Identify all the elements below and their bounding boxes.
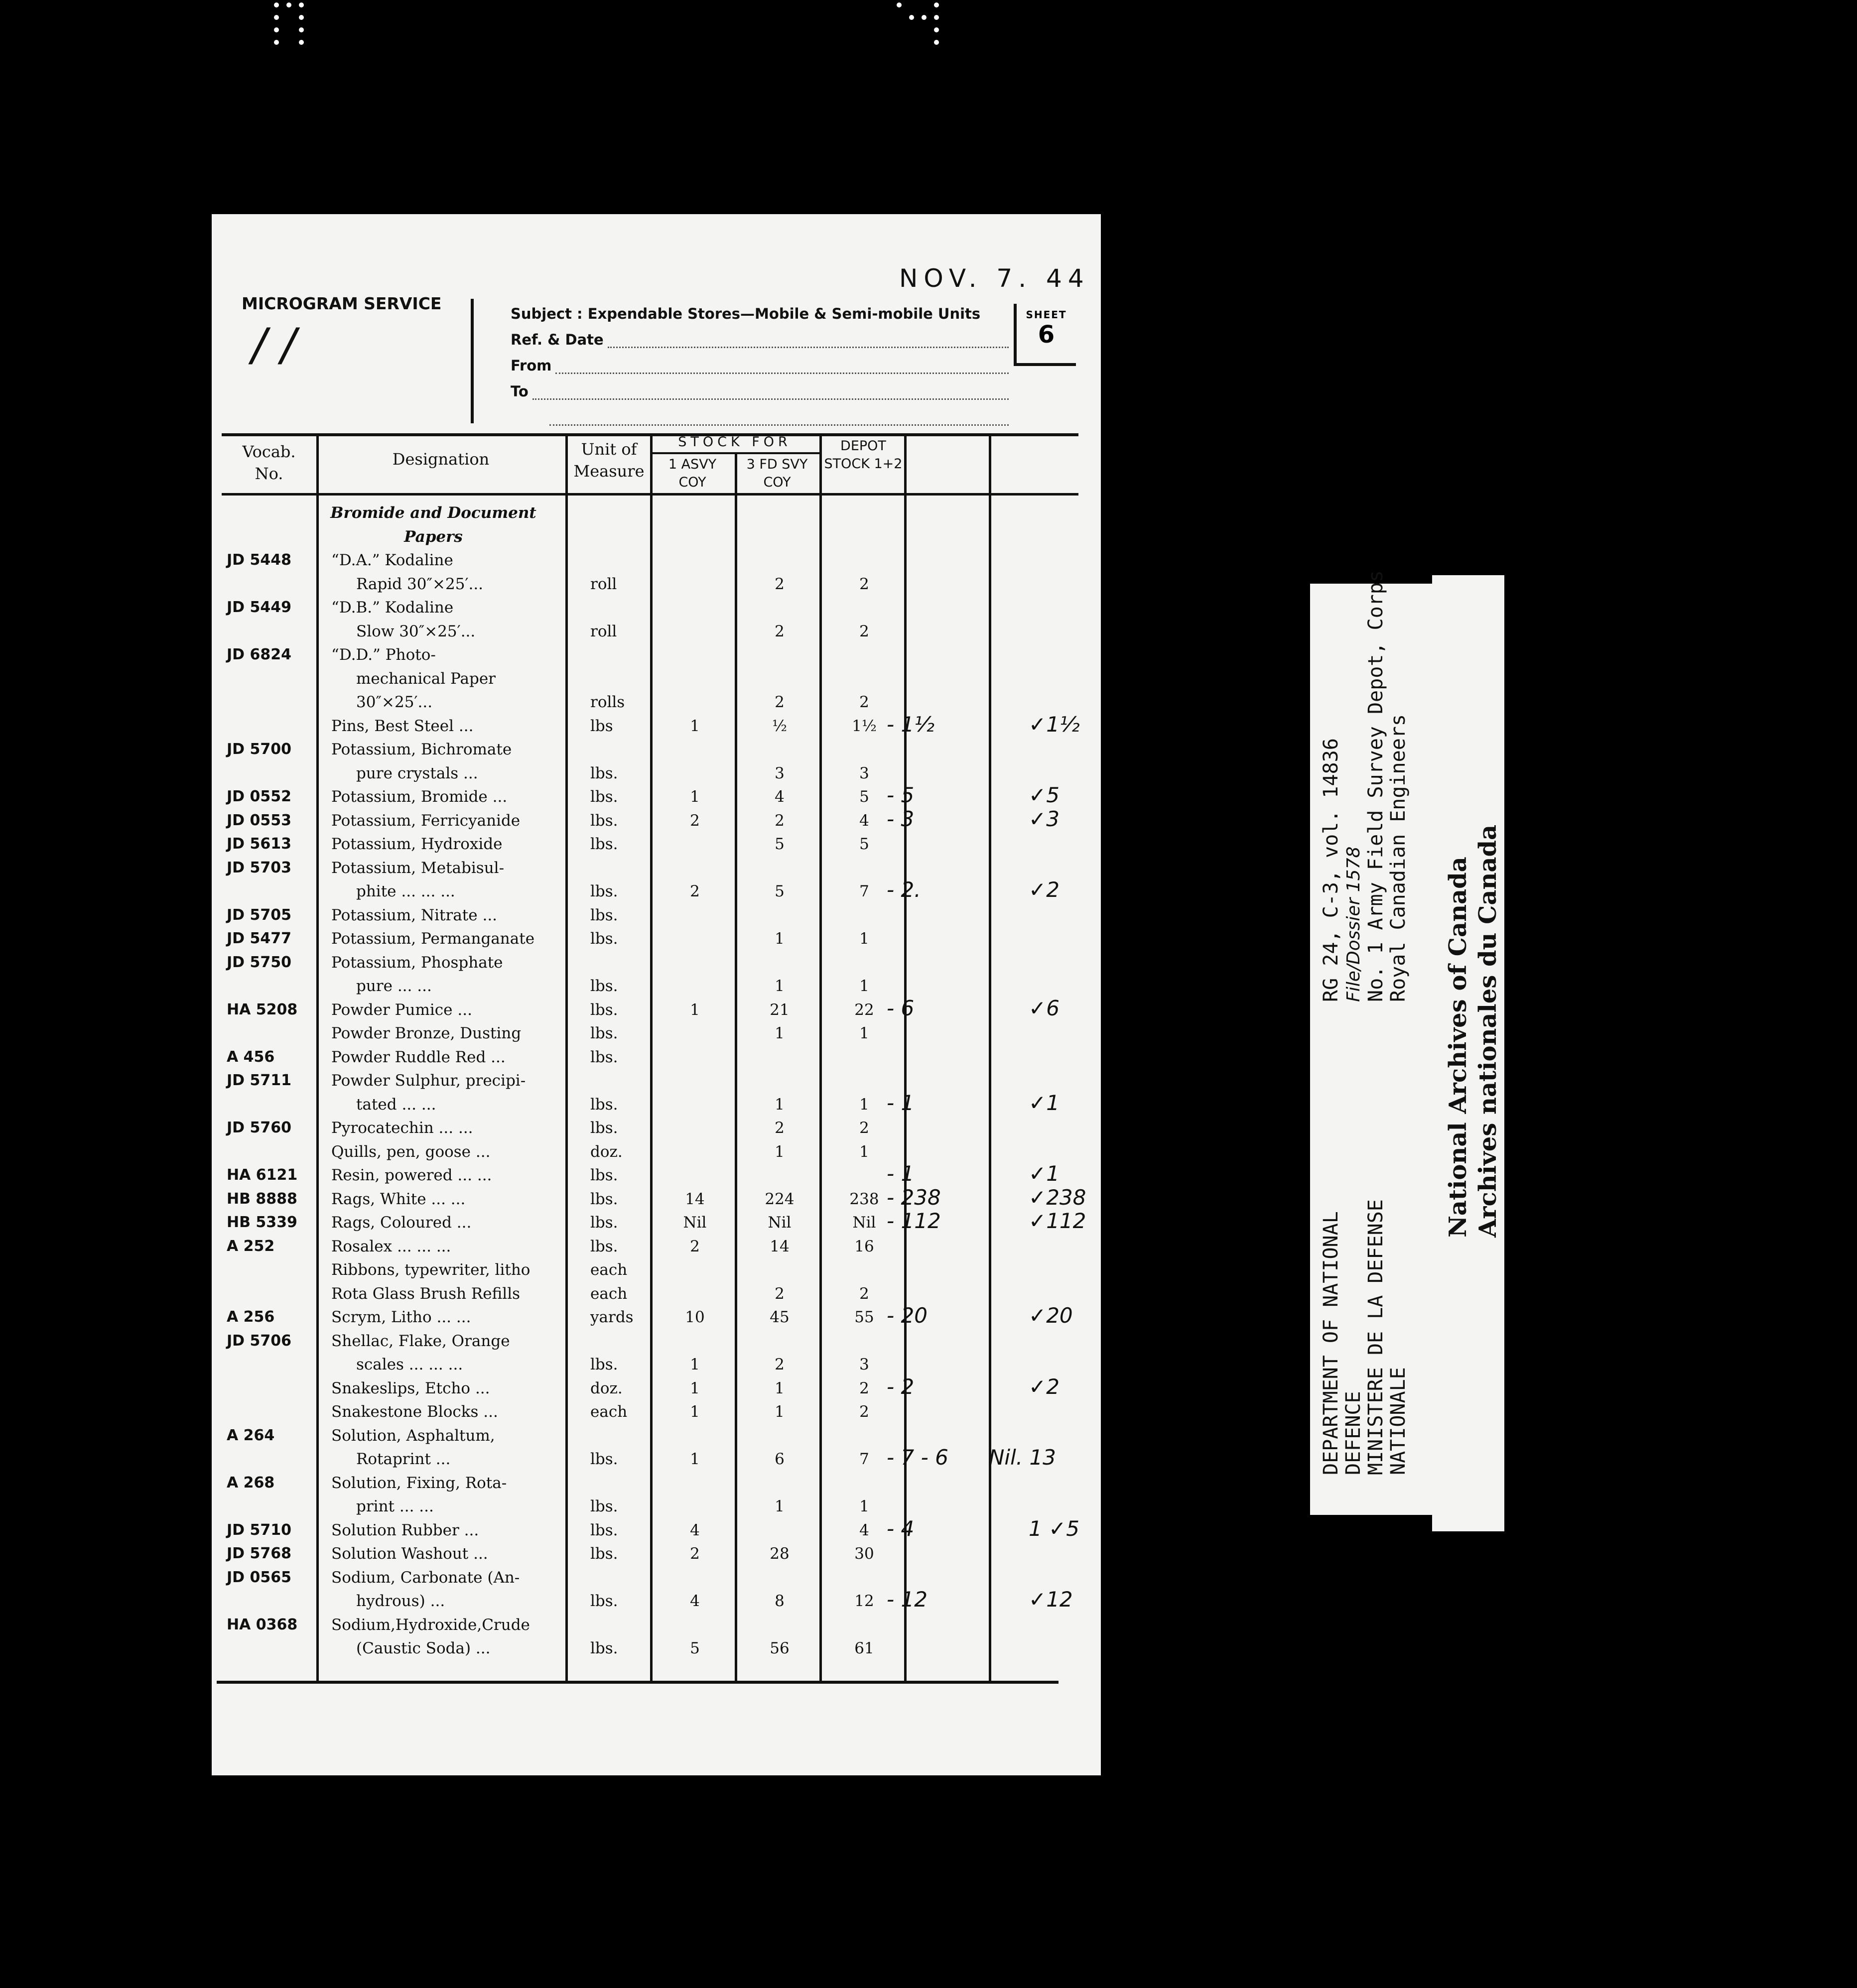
cell-unit: lbs.	[590, 811, 618, 830]
header-vocab: Vocab. No.	[242, 442, 296, 483]
cell-3fdsvy: 224	[765, 1190, 795, 1208]
dept-line-4: NATIONALE	[1387, 1367, 1410, 1475]
cell-vocab: A 456	[227, 1048, 275, 1066]
cell-3fdsvy: 56	[770, 1639, 790, 1657]
cell-vocab: JD 5768	[227, 1545, 292, 1562]
cell-depot: 3	[859, 1356, 869, 1373]
handwritten-adjustment: - 5	[887, 783, 915, 807]
cell-designation: Papers	[404, 527, 463, 546]
cell-designation: Solution, Asphaltum,	[331, 1426, 495, 1445]
cell-1asvy: 1	[690, 1379, 700, 1397]
cell-unit: lbs.	[590, 1048, 618, 1066]
cell-3fdsvy: 5	[775, 882, 785, 900]
dept-line-3: MINISTERE DE LA DEFENSE	[1364, 1199, 1387, 1475]
film-marks-left	[274, 0, 324, 50]
cell-unit: lbs.	[590, 1166, 618, 1184]
cell-3fdsvy: 3	[775, 764, 785, 782]
cell-designation: Snakeslips, Etcho ...	[331, 1379, 490, 1397]
cell-designation: hydrous) ...	[356, 1592, 445, 1610]
cell-depot: 7	[859, 1450, 869, 1468]
dept-line-1: DEPARTMENT OF NATIONAL	[1320, 1211, 1342, 1475]
cell-vocab: A 268	[227, 1474, 275, 1491]
header-fields	[511, 296, 1009, 426]
cell-designation: Solution Rubber ...	[331, 1521, 479, 1539]
cell-3fdsvy: Nil	[768, 1214, 792, 1232]
cell-designation: Shellac, Flake, Orange	[331, 1332, 510, 1350]
handwritten-adjustment: - 238	[887, 1185, 941, 1210]
cell-designation: Rags, White ... ...	[331, 1190, 466, 1208]
subject-label: Subject :	[511, 305, 583, 322]
cell-designation: Potassium, Nitrate ...	[331, 906, 498, 924]
cell-vocab: A 252	[227, 1237, 275, 1255]
handwritten-check: 1 ✓5	[1029, 1516, 1079, 1541]
cell-unit: lbs	[590, 717, 613, 735]
cell-vocab: JD 0565	[227, 1568, 292, 1586]
cell-vocab: HA 5208	[227, 1000, 298, 1018]
cell-unit: lbs.	[590, 1545, 618, 1563]
cell-depot: 1	[859, 930, 869, 948]
cell-designation: Powder Pumice ...	[331, 1000, 472, 1019]
cell-1asvy: 1	[690, 1356, 700, 1373]
cell-unit: lbs.	[590, 835, 618, 853]
cell-designation: Powder Sulphur, precipi-	[331, 1072, 526, 1090]
handwritten-adjustment: - 20	[887, 1303, 928, 1328]
cell-designation: Solution, Fixing, Rota-	[331, 1474, 507, 1492]
cell-designation: phite ... ... ...	[356, 882, 455, 900]
cell-designation: “D.A.” Kodaline	[331, 551, 453, 569]
cell-3fdsvy: 2	[775, 811, 785, 830]
table-bottom-rule	[217, 1681, 1059, 1684]
sheet-number-box	[1014, 304, 1076, 366]
cell-vocab: JD 5613	[227, 835, 292, 853]
cell-3fdsvy: 2	[775, 622, 785, 640]
cell-vocab: JD 5710	[227, 1521, 292, 1539]
cell-3fdsvy: 1	[775, 1403, 785, 1421]
handwritten-check: ✓1	[1029, 1161, 1060, 1186]
cell-designation: Rapid 30″×25′...	[356, 575, 484, 593]
cell-depot: 2	[859, 1379, 869, 1397]
cell-designation: Pyrocatechin ... ...	[331, 1119, 473, 1137]
cell-designation: Rags, Coloured ...	[331, 1214, 472, 1232]
ref-line-2: File/Dossier 1578	[1343, 846, 1364, 1002]
header-unit: Unit of Measure	[573, 440, 645, 481]
cell-unit: each	[590, 1403, 628, 1421]
handwritten-adjustment: - 7 - 6	[887, 1445, 948, 1470]
archive-names	[1443, 825, 1503, 1238]
cell-depot: 30	[854, 1545, 874, 1563]
cell-designation: Ribbons, typewriter, litho	[331, 1261, 531, 1279]
cell-3fdsvy: 2	[775, 1356, 785, 1373]
cell-1asvy: 4	[690, 1592, 700, 1610]
cell-unit: lbs.	[590, 1214, 618, 1232]
cell-designation: Slow 30″×25′...	[356, 622, 476, 640]
cell-designation: “D.B.” Kodaline	[331, 599, 454, 617]
cell-3fdsvy: 1	[775, 930, 785, 948]
cell-3fdsvy: 2	[775, 1284, 785, 1303]
cell-1asvy: 14	[685, 1190, 705, 1208]
cell-depot: 1	[859, 1142, 869, 1161]
cell-unit: lbs.	[590, 1521, 618, 1539]
handwritten-adjustment: - 6	[887, 995, 915, 1020]
cell-designation: Potassium, Phosphate	[331, 953, 503, 972]
cell-3fdsvy: 28	[770, 1545, 790, 1563]
date-stamp: NOV. 7. 44	[899, 264, 1090, 293]
col-sep-4	[735, 452, 737, 1681]
ref-label: Ref. & Date	[511, 331, 604, 348]
cell-depot: 22	[854, 1000, 874, 1019]
handwritten-adjustment: - 1½	[887, 712, 934, 737]
handwritten-check: ✓12	[1029, 1587, 1073, 1612]
archive-name-fr: Archives nationales du Canada	[1474, 824, 1502, 1238]
handwritten-check: ✓1	[1029, 1090, 1060, 1115]
cell-depot: 2	[859, 1119, 869, 1137]
cell-unit: roll	[590, 575, 617, 593]
cell-unit: lbs.	[590, 1000, 618, 1019]
handwritten-check: ✓3	[1029, 806, 1060, 831]
cell-unit: each	[590, 1284, 628, 1303]
handwritten-adjustment: - 112	[887, 1209, 941, 1233]
cell-vocab: JD 5705	[227, 906, 292, 924]
archive-reference	[1320, 570, 1410, 1002]
cell-designation: mechanical Paper	[356, 669, 496, 688]
handwritten-check: ✓5	[1029, 783, 1060, 807]
cell-depot: 61	[854, 1639, 874, 1657]
cell-depot: 2	[859, 575, 869, 593]
cell-vocab: HB 5339	[227, 1214, 297, 1231]
cell-1asvy: 2	[690, 811, 700, 830]
cell-3fdsvy: 21	[770, 1000, 790, 1019]
cell-1asvy: 1	[690, 717, 700, 735]
cell-vocab: HB 8888	[227, 1190, 297, 1208]
header-col1: 1 ASVY COY	[668, 457, 717, 490]
header-divider	[471, 299, 474, 423]
to-row	[511, 374, 1009, 400]
cell-designation: Sodium,Hydroxide,Crude	[331, 1615, 530, 1634]
cell-unit: lbs.	[590, 906, 618, 924]
cell-unit: lbs.	[590, 882, 618, 900]
cell-vocab: JD 5700	[227, 741, 292, 758]
cell-3fdsvy: 1	[775, 1379, 785, 1397]
ref-row	[511, 322, 1009, 348]
header-stock-for: STOCK FOR	[678, 434, 792, 450]
cell-depot: 3	[859, 764, 869, 782]
cell-unit: lbs.	[590, 1639, 618, 1657]
handwritten-check: ✓238	[1029, 1185, 1086, 1210]
cell-1asvy: 4	[690, 1521, 700, 1539]
cell-1asvy: 2	[690, 1545, 700, 1563]
col-sep-6	[904, 433, 907, 1681]
cell-designation: “D.D.” Photo-	[331, 646, 436, 664]
cell-depot: 2	[859, 1284, 869, 1303]
cell-designation: Potassium, Hydroxide	[331, 835, 503, 853]
cell-3fdsvy: 1	[775, 1024, 785, 1042]
cell-designation: Potassium, Ferricyanide	[331, 811, 521, 830]
cell-designation: Rota Glass Brush Refills	[331, 1284, 521, 1303]
cell-3fdsvy: 1	[775, 977, 785, 995]
cell-depot: 2	[859, 1403, 869, 1421]
cell-3fdsvy: 45	[770, 1308, 790, 1326]
cell-3fdsvy: 6	[775, 1450, 785, 1468]
col-sep-1	[316, 433, 319, 1681]
cell-designation: Potassium, Permanganate	[331, 930, 535, 948]
dept-line-2: DEFENCE	[1342, 1391, 1365, 1475]
handwritten-check: ✓6	[1029, 995, 1060, 1020]
cell-depot: 2	[859, 622, 869, 640]
cell-designation: Rotaprint ...	[356, 1450, 451, 1468]
handwritten-adjustment: - 4	[887, 1516, 915, 1541]
cell-depot: Nil	[852, 1214, 876, 1232]
sheet-label: SHEET	[1026, 309, 1067, 321]
cell-depot: 1	[859, 1497, 869, 1515]
handwritten-adjustment: - 12	[887, 1587, 928, 1612]
cell-depot: 5	[859, 835, 869, 853]
cell-designation: Potassium, Bromide ...	[331, 788, 508, 806]
cell-vocab: JD 5711	[227, 1072, 292, 1089]
cell-depot: 1	[859, 977, 869, 995]
cell-1asvy: 10	[685, 1308, 705, 1326]
cell-3fdsvy: 14	[770, 1237, 790, 1255]
cell-unit: lbs.	[590, 1024, 618, 1042]
cell-unit: lbs.	[590, 1450, 618, 1468]
to-label: To	[511, 383, 529, 400]
cell-depot: 2	[859, 693, 869, 711]
cell-designation: Powder Ruddle Red ...	[331, 1048, 506, 1066]
cell-vocab: HA 6121	[227, 1166, 298, 1184]
header-designation: Designation	[392, 450, 490, 469]
cell-depot: 238	[849, 1190, 879, 1208]
ref-line-1: RG 24, C-3, vol. 14836	[1320, 738, 1342, 1002]
cell-depot: 1	[859, 1095, 869, 1114]
handwritten-adjustment: - 2.	[887, 877, 921, 902]
cell-depot: 1	[859, 1024, 869, 1042]
handwritten-adjustment: - 1	[887, 1161, 915, 1186]
cell-3fdsvy: 1	[775, 1497, 785, 1515]
sheet-number: 6	[1038, 321, 1055, 349]
header-depot: DEPOT STOCK 1+2	[824, 438, 903, 472]
cell-vocab: JD 5760	[227, 1119, 292, 1136]
cell-designation: 30″×25′...	[356, 693, 433, 711]
cell-unit: lbs.	[590, 1190, 618, 1208]
cell-vocab: HA 0368	[227, 1615, 298, 1633]
cell-unit: lbs.	[590, 1237, 618, 1255]
cell-designation: scales ... ... ...	[356, 1356, 463, 1373]
cell-depot: 4	[859, 1521, 869, 1539]
cell-vocab: JD 5750	[227, 953, 292, 971]
cell-designation: pure ... ...	[356, 977, 432, 995]
cell-designation: Scrym, Litho ... ...	[331, 1308, 471, 1326]
cell-depot: 16	[854, 1237, 874, 1255]
cell-depot: 55	[854, 1308, 874, 1326]
cell-designation: Solution Washout ...	[331, 1545, 488, 1563]
col-sep-3	[650, 433, 653, 1681]
cell-vocab: JD 5448	[227, 551, 292, 569]
blank-row	[511, 400, 1009, 426]
handwritten-check: ✓112	[1029, 1209, 1086, 1233]
cell-1asvy: 1	[690, 1000, 700, 1019]
cell-designation: Powder Bronze, Dusting	[331, 1024, 522, 1042]
subject-value: Expendable Stores—Mobile & Semi-mobile Units	[587, 305, 981, 322]
cell-designation: Potassium, Metabisul-	[331, 859, 505, 877]
cell-1asvy: 1	[690, 1450, 700, 1468]
cell-designation: Sodium, Carbonate (An-	[331, 1568, 520, 1587]
cell-1asvy: 1	[690, 1403, 700, 1421]
cell-1asvy: Nil	[683, 1214, 707, 1232]
cell-unit: yards	[590, 1308, 634, 1326]
cell-unit: lbs.	[590, 977, 618, 995]
document-sheet	[212, 214, 1101, 1775]
cell-depot: 4	[859, 811, 869, 830]
cell-unit: lbs.	[590, 1497, 618, 1515]
cell-unit: doz.	[590, 1379, 623, 1397]
cell-unit: lbs.	[590, 930, 618, 948]
cell-vocab: JD 5706	[227, 1332, 292, 1350]
cell-3fdsvy: 2	[775, 1119, 785, 1137]
ref-line-4: Royal Canadian Engineers	[1387, 714, 1410, 1002]
cell-unit: lbs.	[590, 1592, 618, 1610]
cell-unit: lbs.	[590, 1095, 618, 1114]
cell-unit: rolls	[590, 693, 625, 711]
cell-designation: Potassium, Bichromate	[331, 741, 512, 758]
cell-vocab: JD 0552	[227, 788, 292, 805]
cell-3fdsvy: 5	[775, 835, 785, 853]
film-marks-right	[897, 0, 946, 50]
cell-vocab: A 264	[227, 1426, 275, 1444]
cell-unit: lbs.	[590, 1356, 618, 1373]
handwritten-adjustment: - 1	[887, 1090, 915, 1115]
cell-unit: lbs.	[590, 764, 618, 782]
handwritten-check: ✓2	[1029, 877, 1060, 902]
cell-3fdsvy: 4	[775, 788, 785, 806]
cell-vocab: JD 5477	[227, 930, 292, 947]
from-row	[511, 348, 1009, 374]
cell-unit: lbs.	[590, 1119, 618, 1137]
cell-designation: Quills, pen, goose ...	[331, 1142, 491, 1161]
cell-vocab: JD 5703	[227, 859, 292, 876]
col-sep-7	[989, 433, 991, 1681]
cell-3fdsvy: 1	[775, 1095, 785, 1114]
archive-dept	[1320, 1199, 1410, 1475]
handwritten-check: ✓20	[1029, 1303, 1073, 1328]
cell-1asvy: 2	[690, 882, 700, 900]
cell-designation: print ... ...	[356, 1497, 434, 1515]
handwritten-adjustment: - 2	[887, 1374, 915, 1399]
archive-name-en: National Archives of Canada	[1444, 857, 1472, 1238]
col-sep-5	[819, 433, 822, 1681]
cell-designation: Snakestone Blocks ...	[331, 1403, 498, 1421]
col-sep-2	[565, 433, 568, 1681]
cell-1asvy: 1	[690, 788, 700, 806]
cell-designation: Pins, Best Steel ...	[331, 717, 474, 735]
service-marks: / /	[252, 319, 296, 371]
handwritten-check: Nil. 13	[989, 1445, 1056, 1470]
cell-depot: 5	[859, 788, 869, 806]
cell-3fdsvy: 2	[775, 693, 785, 711]
cell-designation: Rosalex ... ... ...	[331, 1237, 451, 1255]
cell-unit: lbs.	[590, 788, 618, 806]
header-col2: 3 FD SVY COY	[746, 457, 808, 490]
cell-unit: roll	[590, 622, 617, 640]
cell-designation: Resin, powered ... ...	[331, 1166, 492, 1184]
cell-3fdsvy: ½	[772, 717, 788, 735]
cell-3fdsvy: 1	[775, 1142, 785, 1161]
subject-row	[511, 296, 1009, 322]
cell-1asvy: 5	[690, 1639, 700, 1657]
cell-unit: doz.	[590, 1142, 623, 1161]
ref-line-3: No. 1 Army Field Survey Depot, Corps	[1364, 570, 1387, 1002]
cell-unit: each	[590, 1261, 628, 1279]
cell-1asvy: 2	[690, 1237, 700, 1255]
cell-vocab: A 256	[227, 1308, 275, 1326]
cell-depot: 12	[854, 1592, 874, 1610]
cell-vocab: JD 0553	[227, 811, 292, 829]
cell-depot: 1½	[852, 717, 877, 735]
cell-vocab: JD 5449	[227, 599, 292, 616]
microgram-service-label: MICROGRAM SERVICE	[242, 294, 442, 313]
handwritten-adjustment: - 3	[887, 806, 915, 831]
archive-name-strip	[1432, 575, 1504, 1531]
cell-designation: Bromide and Document	[330, 504, 536, 522]
cell-designation: pure crystals ...	[356, 764, 478, 782]
cell-designation: (Caustic Soda) ...	[356, 1639, 491, 1657]
cell-vocab: JD 6824	[227, 646, 292, 663]
cell-depot: 7	[859, 882, 869, 900]
from-label: From	[511, 357, 552, 374]
cell-3fdsvy: 8	[775, 1592, 785, 1610]
cell-3fdsvy: 2	[775, 575, 785, 593]
handwritten-check: ✓1½	[1029, 712, 1080, 737]
cell-designation: tated ... ...	[356, 1095, 436, 1114]
handwritten-check: ✓2	[1029, 1374, 1060, 1399]
